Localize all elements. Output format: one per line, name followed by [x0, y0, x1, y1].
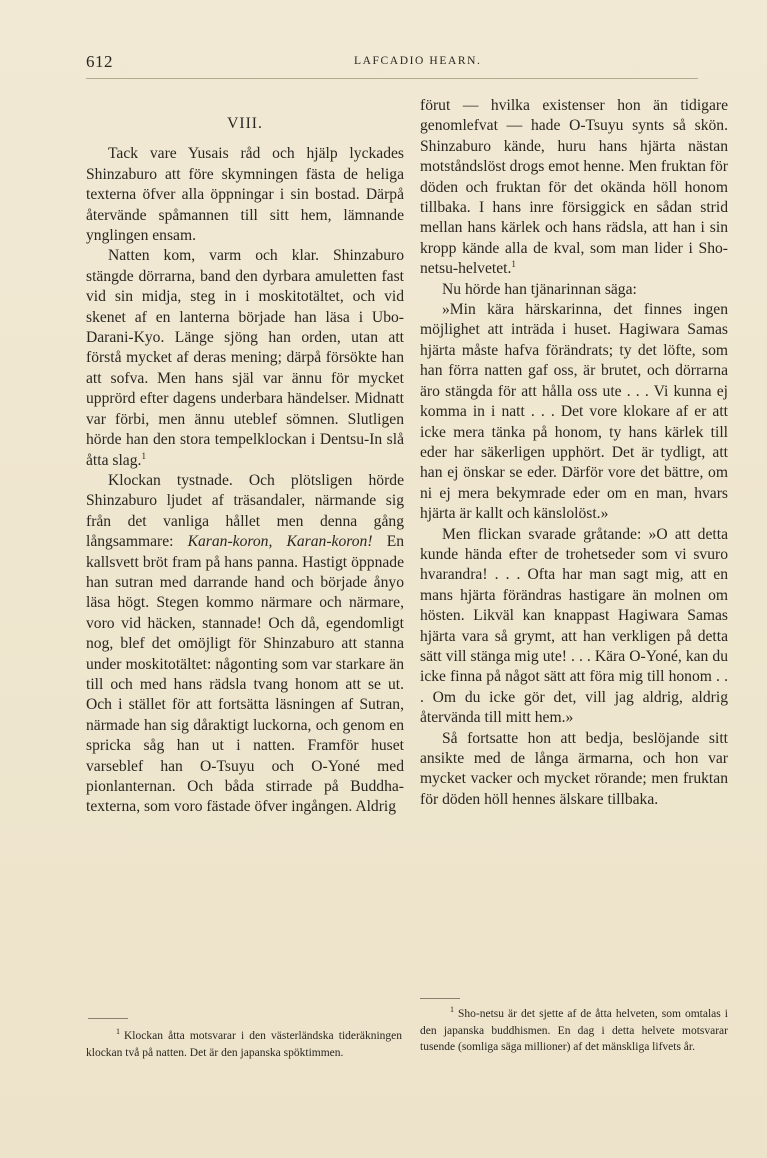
paragraph: förut — hvilka existenser hon än tidigare genomlefvat — hade O-Tsuyu synts så skön. Shinzaburo kände, huru hans hjärta nästan motståndslöst drogs emot henne. Men fruktan för döden och fruktan för det okända höll honom tillbaka. I hans inre försiggick en sådan strid mellan hans kärlek och hans rädsla, att han i sin kropp kände alla de kval, som man lider i Sho-netsu-helvetet.$^1$ — [420, 97, 728, 278]
running-head: LAFCADIO HEARN. — [354, 55, 482, 67]
paragraph: Klockan tystnade. Och plötsligen hörde Shinzaburo ljudet af träsandaler, närmande sig från det vanliga hållet men denna gång långsammare: Karan-koron, Karan-koron! En kallsvett bröt fram på hans panna. Hastigt öppnade han sutran med darrande hand och började ånyo läsa högt. Stegen kommo närmare och närmare, voro vid häcken, stannade! Och då, egendomligt nog, blef det omöjligt för Shinzaburo att stanna under moskitotältet: någonting som var starkare än till och med hans rädsla tvang honom att se ut. Och i stället för att fortsätta läsningen af Sutran, närmade han sig dåraktigt luckorna, och genom en spricka såg han ut i natten. Framför huset varseblef han O-Tsuyu och O-Yoné med pionlanternan. Och båda stirrade på Buddha-texterna, som voro fästade öfver ingången. Aldrig — [86, 471, 405, 816]
page-header — [86, 52, 698, 76]
paragraph: Tack vare Yusais råd och hjälp lyckades Shinzaburo att före skymningen fästa de heliga texterna öfver alla öppningar i sin bostad. Därpå återvände spåmannen till sitt hem, lämnande ynglingen ensam. — [86, 145, 404, 245]
header-rule — [86, 78, 698, 79]
paragraph: Men flickan svarade gråtande: »O att detta kunde hända efter de trohetseder som vi svuro hvarandra! . . . Ofta har man sagt mig, att en mans hjärta förändras hastigare än molnen om hösten. Likväl kan knappast Hagiwara Samas hjärta vara så grymt, att han verkligen på detta sätt vill stänga mig ute! . . . Kära O-Yoné, kan du icke finna på något sätt att föra mig till honom . . . Om du icke gör det, vill jag aldrig, aldrig återvända till mitt hem.» — [420, 525, 728, 727]
page-number: 612 — [86, 52, 113, 71]
footnote-left: $^1$ Klockan åtta motsvarar i den västerländska tideräkningen klockan två på natten. Det är den japanska spöktimmen. — [86, 1027, 402, 1059]
footnote-rule — [88, 1018, 128, 1019]
footnote-reference: 1 — [141, 450, 146, 461]
paragraph: Så fortsatte hon att bedja, beslöjande sitt ansikte med de långa ärmarna, och hon var mycket vacker och mycket rörande; men fruktan för döden höll hennes älskare tillbaka. — [420, 729, 728, 808]
paragraph: Natten kom, varm och klar. Shinzaburo stängde dörrarna, band den dyrbara amuletten fast vid sin midja, steg in i moskitotältet, och vid skenet af en lanterna började han läsa i Ubo-Darani-Kyo. Länge sjöng han orden, utan att förstå mycket af deras mening; därpå försökte han att sofva. Men hans själ var ännu för mycket upprörd efter dagens underbara händelser. Midnatt var förbi, men ännu uteblef sömnen. Slutligen hörde han den stora tempelklockan i Dentsu-In slå åtta slag.$^1$ — [86, 247, 404, 469]
paragraph: »Min kära härskarinna, det finnes ingen möjlighet att inträda i huset. Hagiwara Samas hjärta måste hafva förändrats; ty det löfte, som han förra natten gaf oss, är brutet, och dörrarna äro stängda för att hålla oss ute . . . Vi kunna ej komma in i natt . . . Det vore klokare af er att icke mera tänka på honom, ty hans kärlek till eder har säkerligen upphört. Det är tydligt, att han ej önskar se eder. Därför vore det bättre, om ni ej mera bekymrade eder om en man, hvars hjärta är kallt och känslolöst.» — [420, 301, 728, 523]
left-column — [86, 114, 404, 818]
right-column — [420, 96, 728, 810]
footnote-marker: 1 — [116, 1027, 120, 1037]
sound-effect: Karan-koron, Karan-koron! — [187, 533, 373, 551]
footnote-marker: 1 — [450, 1005, 454, 1015]
section-heading: VIII. — [227, 115, 263, 132]
footnote-right: $^1$ Sho-netsu är det sjette af de åtta helveten, som omtalas i den japanska buddhismen. En dag i detta helvete motsvarar tusende (somliga säga millioner) af det mänskliga lifvets år. — [420, 1005, 728, 1053]
footnote-reference: 1 — [511, 259, 516, 270]
footnote-rule — [420, 998, 460, 999]
paragraph: Nu hörde han tjänarinnan säga: — [442, 280, 637, 298]
